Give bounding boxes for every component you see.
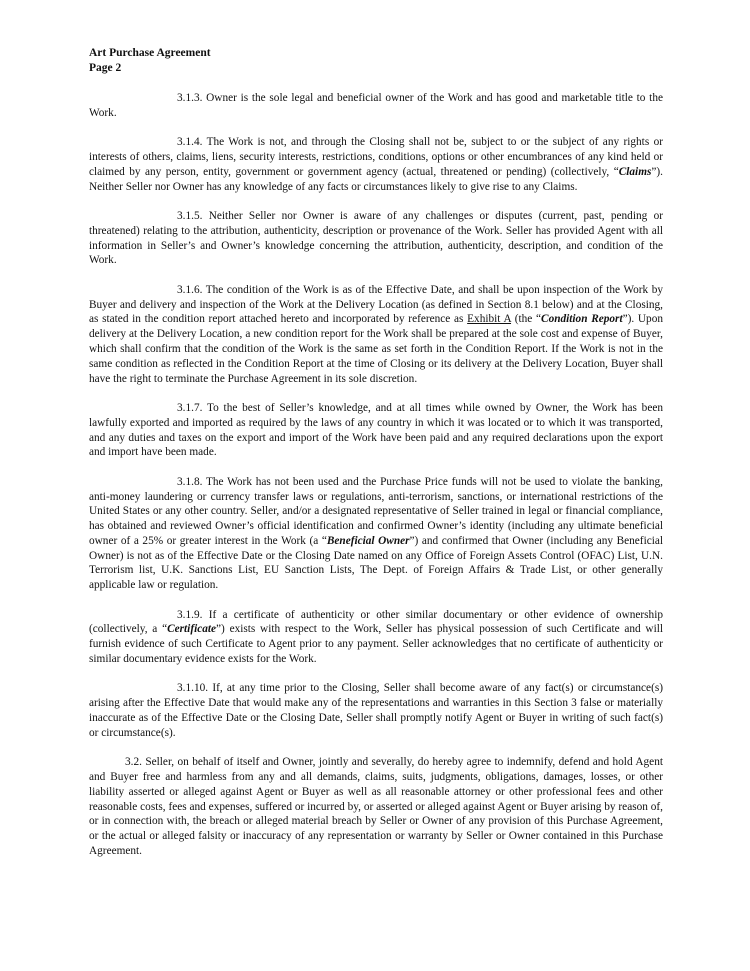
clause-3-1-10: 3.1.10. If, at any time prior to the Closing, Seller shall become aware of any fact(s) or circumstance(s) arising after the Effective Date that would make any of the representations and warranties in this Section 3 false or materially inaccurate as of the Effective Date or the Closing Date, Seller shall promptly notify Agent or Buyer in writing of such fact(s) or circumstance(s). — [89, 682, 663, 739]
clause-3-1-7: 3.1.7. To the best of Seller’s knowledge, and at all times while owned by Owner, the Work has been lawfully exported and imported as required by the laws of any country in which it was located or to which it was transported, and any duties and taxes on the export and import of the Work have been paid and any required declarations upon the export and import have been made. — [89, 401, 663, 459]
clause-text: 3.1.9. If a certificate of authenticity or other similar documentary or other evidence of ownership (collectively, a “ — [89, 608, 663, 636]
clause-text: (the “ — [511, 313, 542, 326]
clause-text: ”) and confirmed that Owner (including any Beneficial Owner) is not as of the Effective Date or the Closing Date named on any Office of Foreign Assets Control (OFAC) List, U.N. Terrorism list, U.K. Sanctions List, EU Sanction Lists, The Dept. of Foreign Affairs & Trade List, or other generally applicable law or regulation. — [89, 534, 664, 592]
exhibit-reference: Exhibit A — [467, 313, 512, 326]
defined-term: Condition Report — [541, 313, 623, 326]
clause-text: 3.1.4. The Work is not, and through the Closing shall not be, subject to or the subject of any rights or interests of others, claims, liens, security interests, restrictions, conditions, options or other encumbrances of any kind held or claimed by any person, entity, government or government agency (actual, threatened or pending) (collectively, “ — [89, 136, 663, 178]
clause-3-1-5: 3.1.5. Neither Seller nor Owner is aware of any challenges or disputes (current, past, pending or threatened) relating to the attribution, authenticity, description or provenance of the Work. Seller has provided Agent with all information in Seller’s and Owner’s knowledge concerning the attribution, authenticity, description, and condition of the Work. — [89, 209, 663, 267]
page-number: Page 2 — [89, 61, 122, 74]
document-body — [89, 91, 663, 873]
clause-3-1-6 — [89, 283, 663, 387]
clause-3-1-3: 3.1.3. Owner is the sole legal and beneficial owner of the Work and has good and marketable title to the Work. — [89, 92, 663, 119]
page-header — [89, 46, 211, 75]
defined-term: Beneficial Owner — [326, 534, 410, 547]
clause-text: 3.1.6. The condition of the Work is as of the Effective Date, and shall be upon inspection of the Work by Buyer and delivery and inspection of the Work at the Delivery Location (as defined in Section 8.1 below) and at the Closing, as stated in the condition report attached hereto and incorporated by reference as — [89, 283, 663, 326]
clause-text: 3.1.8. The Work has not been used and the Purchase Price funds will not be used to violate the banking, anti-money laundering or currency transfer laws or regulations, anti-terrorism, sanctions, or international restrictions of the United States or any other country. Seller, and/or a designated representative of Seller trained in legal or financial compliance, has obtained and reviewed Owner’s official identification and confirmed Owner’s identity (including any ultimate beneficial owner of a 25% or greater interest in the Work (a “ — [89, 475, 663, 547]
document-title: Art Purchase Agreement — [89, 47, 211, 59]
defined-term: Claims — [618, 165, 652, 178]
clause-text: ”). Upon delivery at the Delivery Location, a new condition report for the Work shall be prepared at the sole cost and expense of Buyer, which shall confirm that the condition of the Work is the same as set forth in the Condition Report. If the Work is not in the same condition as reflected in the Condition Report at the time of Closing or its delivery at the Delivery Location, Buyer shall have the right to terminate the Purchase Agreement in its sole discretion. — [89, 313, 664, 385]
clause-3-1-9 — [89, 608, 663, 667]
clause-text: ”). Neither Seller nor Owner has any knowledge of any facts or circumstances likely to give rise to any Claims. — [89, 165, 663, 193]
clause-3-2: 3.2. Seller, on behalf of itself and Owner, jointly and severally, do hereby agree to indemnify, defend and hold Agent and Buyer free and harmless from any and all demands, claims, suits, judgments, obligations, damages, losses, or other liability asserted or alleged against Agent or Buyer as well as all reasonable attorney or other professional fees and other reasonable costs, fees and expenses, suffered or incurred by, or asserted or alleged against Agent or Buyer arising by reason of, or in connection with, the breach or alleged material breach by Seller or Owner of any provision of this Purchase Agreement, or the actual or alleged falsity or inaccuracy of any representation or warranty by Seller or Owner contained in this Purchase Agreement. — [89, 756, 663, 858]
defined-term: Certificate — [167, 623, 217, 636]
clause-3-1-8 — [89, 475, 663, 593]
clause-text: ”) exists with respect to the Work, Seller has physical possession of such Certificate and will furnish evidence of such Certificate to Agent prior to any payment. Seller acknowledges that no certificate of authenticity or similar documentary evidence exists for the Work. — [89, 623, 664, 666]
clause-3-1-4 — [89, 135, 663, 194]
